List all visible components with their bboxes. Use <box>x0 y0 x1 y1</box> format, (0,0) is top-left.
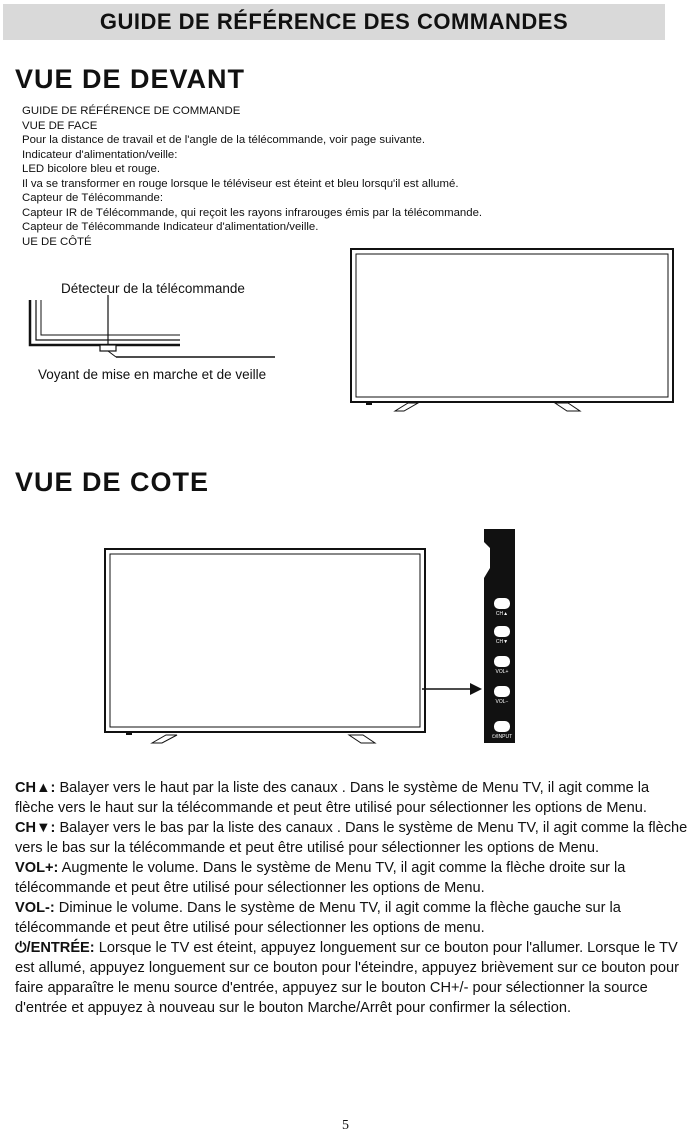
description-key: VOL-: <box>15 900 55 916</box>
ch-down-button-label: CH▼ <box>495 639 509 645</box>
description-key: ⏻/ENTRÉE: <box>15 940 95 956</box>
ch-up-button-label: CH▲ <box>495 611 509 617</box>
header-banner <box>3 4 665 40</box>
note-line: Pour la distance de travail et de l'angle de la télécommande, voir page suivante. <box>22 134 425 146</box>
description-ch-up <box>15 778 691 818</box>
tv-front-illustration <box>350 248 675 416</box>
note-line: Capteur de Télécommande: <box>22 192 163 204</box>
description-text: Diminue le volume. Dans le système de Menu TV, il agit comme la flèche gauche sur la télécommande et peut être utilisé pour sélectionner les options de menu. <box>15 900 621 936</box>
side-button-panel <box>483 528 519 744</box>
description-key: VOL+: <box>15 860 59 876</box>
note-line: Capteur IR de Télécommande, qui reçoit les rayons infrarouges émis par la télécommande. <box>22 206 483 219</box>
description-text: Balayer vers le haut par la liste des canaux . Dans le système de Menu TV, il agit comme la flèche vers le haut sur la télécommande et peut être utilisé pour sélectionner les options de Menu. <box>15 780 650 816</box>
remote-sensor-label: Détecteur de la télécommande <box>61 281 245 296</box>
vol-up-button-label: VOL+ <box>495 669 509 675</box>
note-line: Capteur de Télécommande Indicateur d'alimentation/veille. <box>22 221 319 233</box>
button-descriptions <box>15 778 691 1018</box>
description-key: CH▼: <box>15 820 56 836</box>
description-vol-up <box>15 858 691 898</box>
tv-corner-detail-diagram <box>20 290 320 370</box>
description-power-input <box>15 938 691 1018</box>
description-key: CH▲: <box>15 780 56 796</box>
front-view-heading: VUE DE DEVANT <box>15 64 246 94</box>
description-vol-down <box>15 898 691 938</box>
note-line: VUE DE FACE <box>22 119 98 132</box>
note-line: LED bicolore bleu et rouge. <box>22 163 161 175</box>
front-view-notes <box>22 104 482 249</box>
note-line: Il va se transformer en rouge lorsque le téléviseur est éteint et bleu lorsqu'il est allumé. <box>22 177 459 190</box>
side-view-heading: VUE DE COTE <box>15 467 210 497</box>
vol-down-button-label: VOL− <box>495 699 509 705</box>
note-line: GUIDE DE RÉFÉRENCE DE COMMANDE <box>22 105 241 117</box>
description-text: Balayer vers le bas par la liste des canaux . Dans le système de Menu TV, il agit comme la flèche vers le bas sur la télécommande et peut être utilisé pour sélectionner les options de Menu. <box>15 820 688 856</box>
power-input-button-label: ⏻/INPUT <box>491 734 513 740</box>
power-led-label: Voyant de mise en marche et de veille <box>38 367 267 382</box>
page-title: GUIDE DE RÉFÉRENCE DES COMMANDES <box>99 9 569 34</box>
page-number: 5 <box>342 1118 349 1133</box>
description-ch-down <box>15 818 691 858</box>
description-text: Augmente le volume. Dans le système de Menu TV, il agit comme la flèche droite sur la télécommande et peut être utilisé pour sélectionner les options de Menu. <box>15 860 626 896</box>
tv-side-illustration <box>104 548 426 746</box>
description-text: Lorsque le TV est éteint, appuyez longuement sur ce bouton pour l'allumer. Lorsque le TV est allumé, appuyez longuement sur ce bouton pour l'éteindre, appuyez brièvement sur ce bouton pour faire apparaître le menu source d'entrée, appuyez sur le bouton CH+/- pour sélectionner la source d'entrée et appuyez à nouveau sur le bouton Marche/Arrêt pour confirmer la sélection. <box>15 940 679 1016</box>
note-line: UE DE CÔTÉ <box>22 235 92 248</box>
note-line: Indicateur d'alimentation/veille: <box>22 148 178 161</box>
pointer-arrow-icon <box>422 682 484 696</box>
